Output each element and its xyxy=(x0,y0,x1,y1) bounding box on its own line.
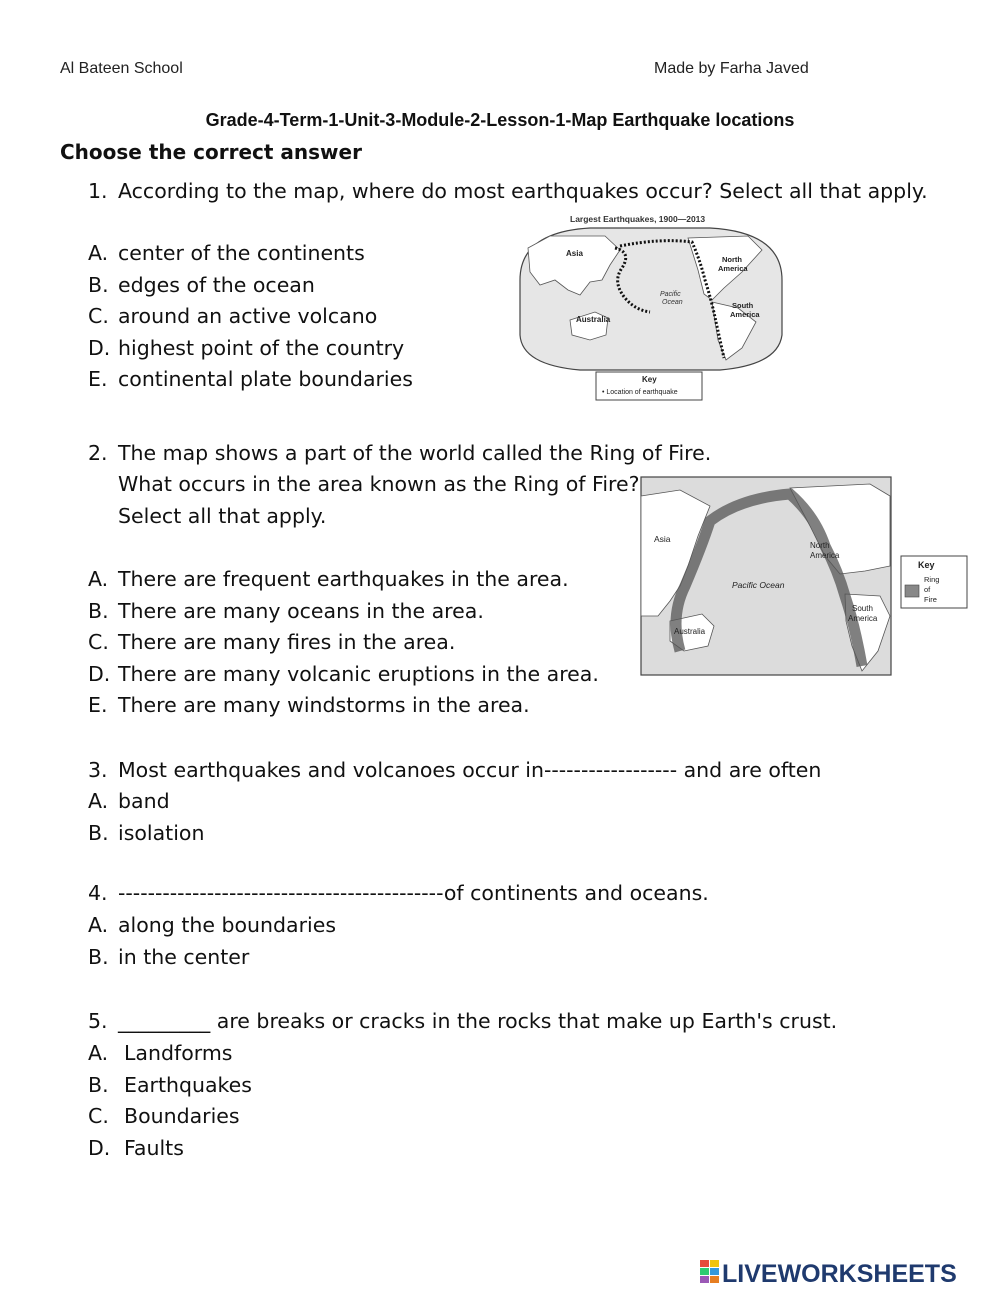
q3-options xyxy=(88,786,204,849)
option-letter: E. xyxy=(88,367,108,391)
option-text: center of the continents xyxy=(118,241,365,265)
option-a[interactable] xyxy=(88,564,599,596)
q2-options xyxy=(88,564,599,722)
option-text: edges of the ocean xyxy=(118,272,315,297)
option-c[interactable] xyxy=(88,301,413,333)
option-text: There are many oceans in the area. xyxy=(118,598,484,623)
map2-label-asia: Asia xyxy=(654,534,671,544)
logo-text: LIVEWORKSHEETS xyxy=(722,1260,957,1287)
question-text: The map shows a part of the world called the Ring of Fire. xyxy=(118,441,712,465)
option-letter: B. xyxy=(88,1072,109,1097)
liveworksheets-logo-graphic xyxy=(700,1255,1000,1287)
logo-block-blue xyxy=(710,1268,719,1275)
question-number: 4. xyxy=(88,881,108,905)
question-text: According to the map, where do most earthquakes occur? Select all that apply. xyxy=(118,179,928,203)
option-text: Earthquakes xyxy=(124,1072,252,1097)
option-text: There are many volcanic eruptions in the area. xyxy=(118,661,599,686)
map1-label-south-america: America xyxy=(730,310,760,319)
option-text: There are frequent earthquakes in the area. xyxy=(118,567,569,591)
option-letter: A. xyxy=(88,789,109,813)
question-number: 1. xyxy=(88,179,108,203)
question-5 xyxy=(88,1006,837,1038)
option-text: band xyxy=(118,789,170,813)
option-b[interactable] xyxy=(88,270,413,302)
map1-label-north: North xyxy=(722,255,742,264)
option-e[interactable] xyxy=(88,690,599,722)
question-number: 5. xyxy=(88,1009,108,1033)
map2-label-south-america: America xyxy=(848,614,878,623)
option-text: Boundaries xyxy=(124,1104,240,1128)
map1-title: Largest Earthquakes, 1900—2013 xyxy=(570,214,706,224)
question-number: 3. xyxy=(88,758,108,782)
option-letter: C. xyxy=(88,304,109,328)
option-letter: B. xyxy=(88,944,109,969)
option-a[interactable] xyxy=(88,1038,252,1070)
option-letter: A. xyxy=(88,241,109,265)
logo-block-red xyxy=(700,1260,709,1267)
school-name: Al Bateen School xyxy=(60,60,183,77)
option-text: along the boundaries xyxy=(118,913,337,937)
map2-key xyxy=(900,555,968,609)
option-c[interactable] xyxy=(88,627,599,659)
question-2-line-2: What occurs in the area known as the Ring of Fire? xyxy=(118,472,640,496)
option-letter: C. xyxy=(88,1104,109,1128)
option-d[interactable] xyxy=(88,333,413,365)
logo-block-orange xyxy=(710,1276,719,1283)
map1-label-ocean: Ocean xyxy=(662,299,683,306)
option-d[interactable] xyxy=(88,1133,252,1165)
instruction: Choose the correct answer xyxy=(60,140,362,164)
question-4 xyxy=(88,878,709,910)
option-text: in the center xyxy=(118,944,250,969)
question-text: Most earthquakes and volcanoes occur in------------------ and are often xyxy=(118,758,822,782)
option-letter: D. xyxy=(88,335,111,360)
option-e[interactable] xyxy=(88,364,413,396)
worksheet-title: Grade-4-Term-1-Unit-3-Module-2-Lesson-1-Map Earthquake locations xyxy=(205,110,795,130)
q4-options xyxy=(88,910,336,973)
option-letter: E. xyxy=(88,693,108,717)
option-letter: B. xyxy=(88,272,109,297)
question-text: _________ are breaks or cracks in the rocks that make up Earth's crust. xyxy=(118,1009,838,1033)
map1-label-america: America xyxy=(718,264,748,273)
question-2-line-3: Select all that apply. xyxy=(118,504,327,528)
map1-label-pacific: Pacific xyxy=(660,291,681,298)
map2-key-swatch xyxy=(905,585,919,597)
option-letter: A. xyxy=(88,567,109,591)
map2-key-title: Key xyxy=(918,560,935,570)
option-text: isolation xyxy=(118,820,205,845)
map1-label-south: South xyxy=(732,301,754,310)
liveworksheets-logo xyxy=(700,1255,1000,1287)
option-text: Landforms xyxy=(124,1041,233,1065)
question-number: 2. xyxy=(88,441,108,465)
option-text: around an active volcano xyxy=(118,304,378,328)
map2-label-america: America xyxy=(810,551,840,560)
option-letter: A. xyxy=(88,1041,109,1065)
logo-block-yellow xyxy=(710,1260,719,1267)
option-a[interactable] xyxy=(88,238,413,270)
option-b[interactable] xyxy=(88,1070,252,1102)
option-letter: D. xyxy=(88,661,111,686)
option-text: Faults xyxy=(124,1135,184,1160)
map2-key-of: of xyxy=(924,585,931,594)
option-b[interactable] xyxy=(88,942,336,974)
logo-block-purple xyxy=(700,1276,709,1283)
map1-label-australia: Australia xyxy=(576,315,611,324)
map2-label-south: South xyxy=(852,604,873,613)
question-3 xyxy=(88,755,821,787)
question-2 xyxy=(88,438,711,470)
option-letter: A. xyxy=(88,913,109,937)
q1-options xyxy=(88,238,413,396)
map1-key-item: • Location of earthquake xyxy=(602,389,678,396)
option-letter: C. xyxy=(88,630,109,654)
option-text: There are many windstorms in the area. xyxy=(118,693,530,717)
logo-block-green xyxy=(700,1268,709,1275)
option-letter: B. xyxy=(88,598,109,623)
option-text: highest point of the country xyxy=(118,335,405,360)
option-a[interactable] xyxy=(88,910,336,942)
map1-label-asia: Asia xyxy=(566,249,583,258)
option-a[interactable] xyxy=(88,786,204,818)
option-c[interactable] xyxy=(88,1101,252,1133)
map2-label-north: North xyxy=(810,541,830,550)
ring-of-fire-map xyxy=(640,476,892,676)
earthquake-map xyxy=(510,210,790,410)
option-b[interactable] xyxy=(88,596,599,628)
option-text: continental plate boundaries xyxy=(118,367,413,391)
option-letter: D. xyxy=(88,1135,111,1160)
question-text: --------------------------------------------of continents and oceans. xyxy=(118,881,709,905)
map2-key-fire: Fire xyxy=(924,595,937,604)
option-d[interactable] xyxy=(88,659,599,691)
map2-key-ring: Ring xyxy=(924,575,940,584)
option-text: There are many fires in the area. xyxy=(118,630,456,654)
question-1 xyxy=(88,176,928,208)
option-b[interactable] xyxy=(88,818,204,850)
q5-options xyxy=(88,1038,252,1164)
map1-key-title: Key xyxy=(642,375,657,384)
author-name: Made by Farha Javed xyxy=(654,60,809,77)
map2-label-australia: Australia xyxy=(674,627,706,636)
option-letter: B. xyxy=(88,820,109,845)
map2-label-pacific: Pacific Ocean xyxy=(732,580,785,590)
